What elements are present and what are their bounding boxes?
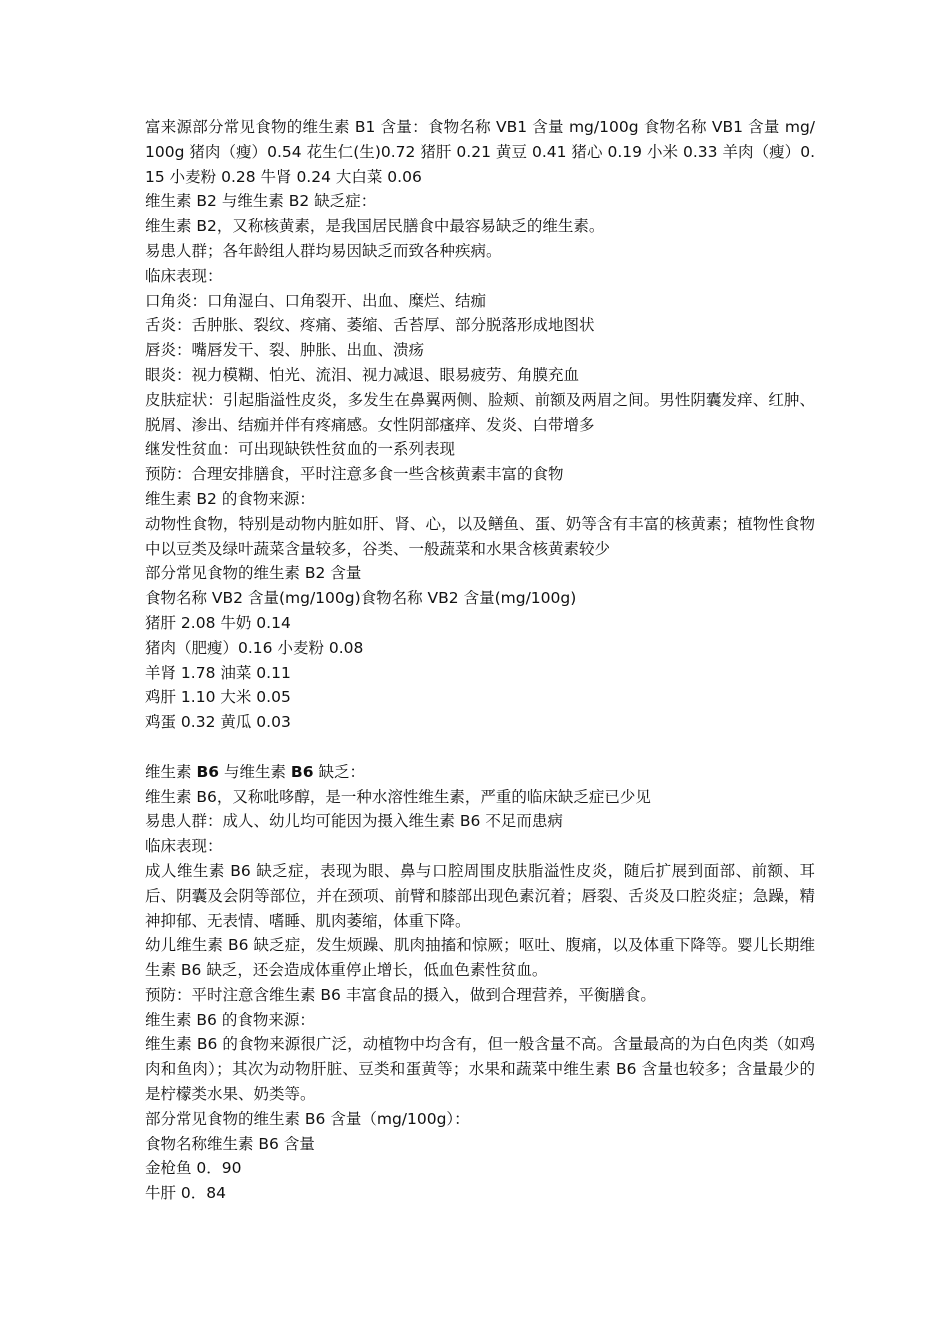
b2-prevention: 预防：合理安排膳食，平时注意多食一些含核黄素丰富的食物 bbox=[145, 465, 564, 484]
b6-intro: 维生素 B6，又称吡哆醇，是一种水溶性维生素，严重的临床缺乏症已少见 bbox=[145, 787, 651, 806]
b6-table-row: 金枪鱼 0．90 bbox=[145, 1159, 242, 1178]
b2-table-row: 猪肝 2.08 牛奶 0.14 bbox=[145, 613, 291, 632]
b2-clinical-heading: 临床表现： bbox=[145, 266, 223, 285]
b2-table-row: 猪肉（肥瘦）0.16 小麦粉 0.08 bbox=[145, 638, 364, 657]
b6-heading-bold-term: B6 bbox=[290, 762, 314, 781]
b6-adult-symptoms: 成人维生素 B6 缺乏症，表现为眼、鼻与口腔周围皮肤脂溢性皮炎，随后扩展到面部、前额、耳后、阴囊及会阴等部位，并在颈项、前臂和膝部出现色素沉着；唇裂、舌炎及口腔炎症；急躁，精神抑郁、无表情、嗜睡、肌肉萎缩，体重下降。 bbox=[145, 861, 815, 930]
b6-sources-heading: 维生素 B6 的食物来源： bbox=[145, 1010, 315, 1029]
b1-sources-paragraph: 富来源部分常见食物的维生素 B1 含量：食物名称 VB1 含量 mg/100g 食物名称 VB1 含量 mg/100g 猪肉（瘦）0.54 花生仁(生)0.72 猪肝 0.21 黄豆 0.41 猪心 0.19 小米 0.33 羊肉（瘦）0.15 小麦粉 0.28 牛肾 0.24 大白菜 0.06 bbox=[145, 118, 815, 186]
b2-table-row: 鸡肝 1.10 大米 0.05 bbox=[145, 688, 291, 707]
b6-risk-group: 易患人群：成人、幼儿均可能因为摄入维生素 B6 不足而患病 bbox=[145, 812, 563, 831]
b2-symptom: 舌炎：舌肿胀、裂纹、疼痛、萎缩、舌苔厚、部分脱落形成地图状 bbox=[145, 316, 595, 335]
b6-heading-prefix: 维生素 bbox=[145, 762, 197, 781]
b2-risk-group: 易患人群；各年龄组人群均易因缺乏而致各种疾病。 bbox=[145, 241, 502, 260]
b6-heading-suffix: 缺乏： bbox=[313, 762, 365, 781]
b6-heading-middle: 与维生素 bbox=[219, 762, 291, 781]
b2-symptom: 眼炎：视力模糊、怕光、流泪、视力减退、眼易疲劳、角膜充血 bbox=[145, 365, 580, 384]
b2-symptom: 皮肤症状：引起脂溢性皮炎，多发生在鼻翼两侧、脸颊、前额及两眉之间。男性阴囊发痒、红肿、脱屑、渗出、结痂并伴有疼痛感。女性阴部瘙痒、发炎、白带增多 bbox=[145, 390, 815, 434]
b2-sources-heading: 维生素 B2 的食物来源： bbox=[145, 489, 315, 508]
section-spacer bbox=[145, 735, 815, 760]
b2-intro: 维生素 B2，又称核黄素，是我国居民膳食中最容易缺乏的维生素。 bbox=[145, 217, 605, 236]
b6-heading bbox=[145, 760, 815, 785]
b6-table-title: 部分常见食物的维生素 B6 含量（mg/100g）： bbox=[145, 1109, 470, 1128]
b6-child-symptoms: 幼儿维生素 B6 缺乏症，发生烦躁、肌肉抽搐和惊厥；呕吐、腹痛，以及体重下降等。婴儿长期维生素 B6 缺乏，还会造成体重停止增长，低血色素性贫血。 bbox=[145, 936, 815, 980]
b2-symptom: 唇炎：嘴唇发干、裂、肿胀、出血、溃疡 bbox=[145, 341, 425, 360]
b2-table-title: 部分常见食物的维生素 B2 含量 bbox=[145, 564, 362, 583]
b2-symptom: 继发性贫血：可出现缺铁性贫血的一系列表现 bbox=[145, 440, 456, 459]
b2-sources-text: 动物性食物，特别是动物内脏如肝、肾、心，以及鳝鱼、蛋、奶等含有丰富的核黄素；植物性食物中以豆类及绿叶蔬菜含量较多，谷类、一般蔬菜和水果含核黄素较少 bbox=[145, 514, 815, 558]
b2-table-header: 食物名称 VB2 含量(mg/100g)食物名称 VB2 含量(mg/100g) bbox=[145, 589, 577, 608]
b6-sources-text: 维生素 B6 的食物来源很广泛，动植物中均含有，但一般含量不高。含量最高的为白色肉类（如鸡肉和鱼肉）；其次为动物肝脏、豆类和蛋黄等；水果和蔬菜中维生素 B6 含量也较多；含量最少的是柠檬类水果、奶类等。 bbox=[145, 1035, 815, 1104]
b6-clinical-heading: 临床表现： bbox=[145, 837, 223, 856]
b6-heading-bold-term: B6 bbox=[196, 762, 220, 781]
b2-symptom: 口角炎：口角湿白、口角裂开、出血、糜烂、结痂 bbox=[145, 291, 487, 310]
document-body bbox=[145, 115, 815, 1206]
b2-table-row: 羊肾 1.78 油菜 0.11 bbox=[145, 663, 291, 682]
b6-table-header: 食物名称维生素 B6 含量 bbox=[145, 1134, 315, 1153]
b2-heading: 维生素 B2 与维生素 B2 缺乏症： bbox=[145, 192, 377, 211]
b6-prevention: 预防：平时注意含维生素 B6 丰富食品的摄入，做到合理营养，平衡膳食。 bbox=[145, 985, 656, 1004]
b6-table-row: 牛肝 0．84 bbox=[145, 1184, 227, 1203]
b2-table-row: 鸡蛋 0.32 黄瓜 0.03 bbox=[145, 713, 291, 732]
